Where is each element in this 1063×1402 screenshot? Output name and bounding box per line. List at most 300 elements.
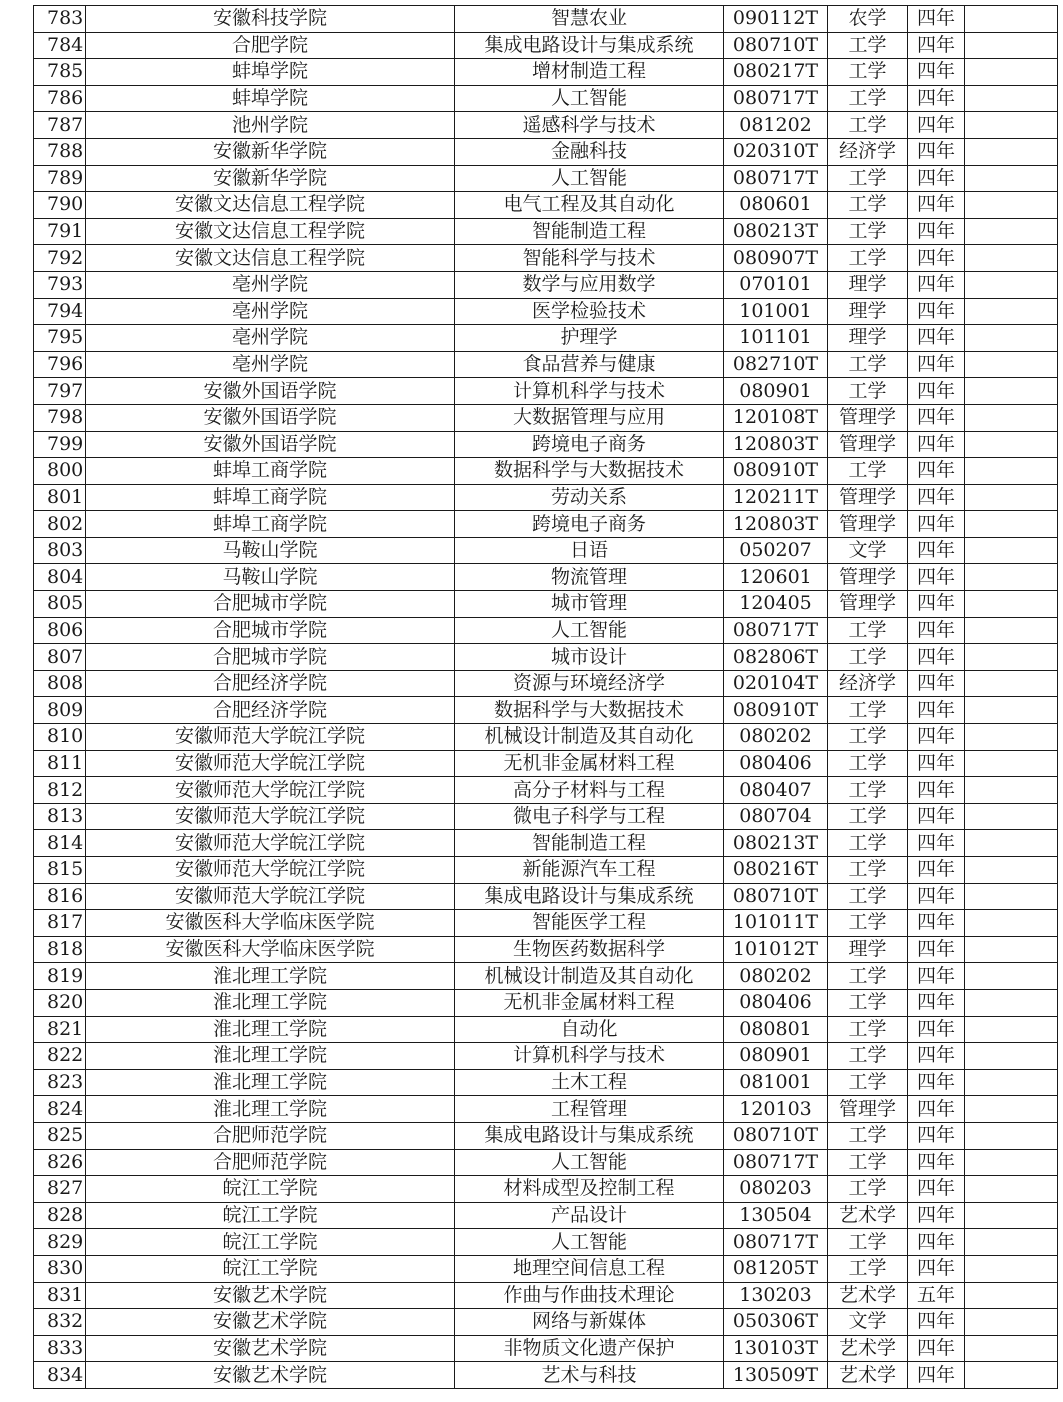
table-row <box>34 298 1058 325</box>
school-name-cell: 合肥学院 <box>86 32 455 59</box>
table-row <box>34 1282 1058 1309</box>
school-name-cell: 安徽师范大学皖江学院 <box>86 883 455 910</box>
discipline-category-cell: 工学 <box>828 989 908 1016</box>
major-name-cell: 人工智能 <box>455 1229 724 1256</box>
study-duration-cell: 四年 <box>908 1016 965 1043</box>
major-name-cell: 人工智能 <box>455 165 724 192</box>
school-name-cell: 安徽科技学院 <box>86 6 455 33</box>
discipline-category-cell: 农学 <box>828 6 908 33</box>
school-name-cell: 蚌埠工商学院 <box>86 484 455 511</box>
discipline-category-cell: 管理学 <box>828 511 908 538</box>
school-name-cell: 皖江工学院 <box>86 1176 455 1203</box>
school-name-cell: 淮北理工学院 <box>86 963 455 990</box>
study-duration-cell: 四年 <box>908 1122 965 1149</box>
row-number-cell: 789 <box>34 165 86 192</box>
discipline-category-cell: 工学 <box>828 617 908 644</box>
row-number-cell: 799 <box>34 431 86 458</box>
table-row <box>34 32 1058 59</box>
remarks-cell <box>965 32 1058 59</box>
discipline-category-cell: 工学 <box>828 165 908 192</box>
table-row <box>34 537 1058 564</box>
school-name-cell: 安徽师范大学皖江学院 <box>86 803 455 830</box>
major-code-cell: 080213T <box>724 830 828 857</box>
discipline-category-cell: 工学 <box>828 750 908 777</box>
table-row <box>34 1176 1058 1203</box>
major-code-cell: 101001 <box>724 298 828 325</box>
study-duration-cell: 四年 <box>908 85 965 112</box>
school-name-cell: 合肥师范学院 <box>86 1122 455 1149</box>
study-duration-cell: 四年 <box>908 32 965 59</box>
row-number-cell: 794 <box>34 298 86 325</box>
study-duration-cell: 四年 <box>908 1202 965 1229</box>
remarks-cell <box>965 404 1058 431</box>
school-name-cell: 合肥城市学院 <box>86 644 455 671</box>
table-row <box>34 936 1058 963</box>
table-row <box>34 458 1058 485</box>
table-row <box>34 59 1058 86</box>
remarks-cell <box>965 245 1058 272</box>
table-row <box>34 271 1058 298</box>
row-number-cell: 785 <box>34 59 86 86</box>
row-number-cell: 817 <box>34 910 86 937</box>
remarks-cell <box>965 564 1058 591</box>
major-name-cell: 计算机科学与技术 <box>455 1043 724 1070</box>
major-code-cell: 120211T <box>724 484 828 511</box>
remarks-cell <box>965 803 1058 830</box>
study-duration-cell: 四年 <box>908 644 965 671</box>
major-name-cell: 大数据管理与应用 <box>455 404 724 431</box>
row-number-cell: 802 <box>34 511 86 538</box>
table-row <box>34 138 1058 165</box>
table-row <box>34 484 1058 511</box>
remarks-cell <box>965 750 1058 777</box>
discipline-category-cell: 工学 <box>828 1016 908 1043</box>
row-number-cell: 784 <box>34 32 86 59</box>
table-row <box>34 1069 1058 1096</box>
remarks-cell <box>965 857 1058 884</box>
major-code-cell: 080717T <box>724 165 828 192</box>
remarks-cell <box>965 724 1058 751</box>
school-name-cell: 安徽师范大学皖江学院 <box>86 857 455 884</box>
study-duration-cell: 四年 <box>908 963 965 990</box>
major-name-cell: 城市设计 <box>455 644 724 671</box>
study-duration-cell: 四年 <box>908 564 965 591</box>
major-code-cell: 130203 <box>724 1282 828 1309</box>
table-row <box>34 404 1058 431</box>
school-name-cell: 马鞍山学院 <box>86 564 455 591</box>
study-duration-cell: 四年 <box>908 750 965 777</box>
school-name-cell: 皖江工学院 <box>86 1229 455 1256</box>
row-number-cell: 813 <box>34 803 86 830</box>
table-row <box>34 431 1058 458</box>
table-row <box>34 378 1058 405</box>
table-row <box>34 245 1058 272</box>
school-name-cell: 合肥城市学院 <box>86 617 455 644</box>
major-code-cell: 130103T <box>724 1335 828 1362</box>
row-number-cell: 818 <box>34 936 86 963</box>
row-number-cell: 796 <box>34 351 86 378</box>
table-row <box>34 85 1058 112</box>
major-name-cell: 智慧农业 <box>455 6 724 33</box>
row-number-cell: 800 <box>34 458 86 485</box>
major-name-cell: 微电子科学与工程 <box>455 803 724 830</box>
table-row <box>34 670 1058 697</box>
major-name-cell: 集成电路设计与集成系统 <box>455 32 724 59</box>
remarks-cell <box>965 670 1058 697</box>
table-row <box>34 325 1058 352</box>
study-duration-cell: 四年 <box>908 591 965 618</box>
major-name-cell: 网络与新媒体 <box>455 1309 724 1336</box>
study-duration-cell: 四年 <box>908 670 965 697</box>
table-row <box>34 883 1058 910</box>
discipline-category-cell: 理学 <box>828 325 908 352</box>
row-number-cell: 793 <box>34 271 86 298</box>
major-name-cell: 生物医药数据科学 <box>455 936 724 963</box>
remarks-cell <box>965 591 1058 618</box>
table-row <box>34 724 1058 751</box>
discipline-category-cell: 工学 <box>828 1122 908 1149</box>
school-name-cell: 合肥师范学院 <box>86 1149 455 1176</box>
major-name-cell: 人工智能 <box>455 617 724 644</box>
major-code-cell: 130509T <box>724 1362 828 1389</box>
study-duration-cell: 四年 <box>908 511 965 538</box>
row-number-cell: 828 <box>34 1202 86 1229</box>
study-duration-cell: 四年 <box>908 351 965 378</box>
major-code-cell: 080704 <box>724 803 828 830</box>
table-row <box>34 910 1058 937</box>
remarks-cell <box>965 1016 1058 1043</box>
remarks-cell <box>965 6 1058 33</box>
major-code-cell: 120103 <box>724 1096 828 1123</box>
school-name-cell: 亳州学院 <box>86 325 455 352</box>
table-row <box>34 6 1058 33</box>
discipline-category-cell: 工学 <box>828 378 908 405</box>
major-code-cell: 120803T <box>724 511 828 538</box>
major-name-cell: 艺术与科技 <box>455 1362 724 1389</box>
school-name-cell: 安徽师范大学皖江学院 <box>86 777 455 804</box>
major-name-cell: 机械设计制造及其自动化 <box>455 963 724 990</box>
study-duration-cell: 四年 <box>908 6 965 33</box>
study-duration-cell: 四年 <box>908 192 965 219</box>
table-row <box>34 564 1058 591</box>
row-number-cell: 783 <box>34 6 86 33</box>
table-row <box>34 1122 1058 1149</box>
school-name-cell: 安徽文达信息工程学院 <box>86 192 455 219</box>
major-name-cell: 物流管理 <box>455 564 724 591</box>
discipline-category-cell: 工学 <box>828 963 908 990</box>
discipline-category-cell: 工学 <box>828 458 908 485</box>
major-code-cell: 080710T <box>724 32 828 59</box>
remarks-cell <box>965 484 1058 511</box>
study-duration-cell: 四年 <box>908 1069 965 1096</box>
school-name-cell: 亳州学院 <box>86 271 455 298</box>
school-name-cell: 合肥经济学院 <box>86 670 455 697</box>
major-code-cell: 081001 <box>724 1069 828 1096</box>
major-name-cell: 日语 <box>455 537 724 564</box>
major-name-cell: 新能源汽车工程 <box>455 857 724 884</box>
remarks-cell <box>965 192 1058 219</box>
remarks-cell <box>965 218 1058 245</box>
remarks-cell <box>965 644 1058 671</box>
discipline-category-cell: 工学 <box>828 1149 908 1176</box>
major-name-cell: 跨境电子商务 <box>455 431 724 458</box>
table-row <box>34 1202 1058 1229</box>
remarks-cell <box>965 1122 1058 1149</box>
study-duration-cell: 四年 <box>908 697 965 724</box>
study-duration-cell: 四年 <box>908 989 965 1016</box>
remarks-cell <box>965 1229 1058 1256</box>
school-name-cell: 淮北理工学院 <box>86 1043 455 1070</box>
major-code-cell: 050207 <box>724 537 828 564</box>
study-duration-cell: 四年 <box>908 1335 965 1362</box>
major-code-cell: 080910T <box>724 458 828 485</box>
discipline-category-cell: 工学 <box>828 245 908 272</box>
discipline-category-cell: 工学 <box>828 351 908 378</box>
major-name-cell: 数学与应用数学 <box>455 271 724 298</box>
remarks-cell <box>965 271 1058 298</box>
major-name-cell: 智能医学工程 <box>455 910 724 937</box>
school-name-cell: 池州学院 <box>86 112 455 139</box>
discipline-category-cell: 文学 <box>828 1309 908 1336</box>
study-duration-cell: 四年 <box>908 777 965 804</box>
major-name-cell: 智能制造工程 <box>455 218 724 245</box>
school-name-cell: 皖江工学院 <box>86 1202 455 1229</box>
discipline-category-cell: 工学 <box>828 777 908 804</box>
discipline-category-cell: 艺术学 <box>828 1362 908 1389</box>
remarks-cell <box>965 431 1058 458</box>
major-code-cell: 130504 <box>724 1202 828 1229</box>
study-duration-cell: 四年 <box>908 724 965 751</box>
school-name-cell: 亳州学院 <box>86 298 455 325</box>
school-name-cell: 安徽艺术学院 <box>86 1282 455 1309</box>
row-number-cell: 791 <box>34 218 86 245</box>
remarks-cell <box>965 1069 1058 1096</box>
major-name-cell: 资源与环境经济学 <box>455 670 724 697</box>
major-name-cell: 工程管理 <box>455 1096 724 1123</box>
remarks-cell <box>965 537 1058 564</box>
discipline-category-cell: 管理学 <box>828 431 908 458</box>
study-duration-cell: 四年 <box>908 325 965 352</box>
table-row <box>34 857 1058 884</box>
row-number-cell: 831 <box>34 1282 86 1309</box>
discipline-category-cell: 管理学 <box>828 591 908 618</box>
major-name-cell: 数据科学与大数据技术 <box>455 697 724 724</box>
study-duration-cell: 四年 <box>908 484 965 511</box>
row-number-cell: 792 <box>34 245 86 272</box>
table-row <box>34 165 1058 192</box>
study-duration-cell: 四年 <box>908 59 965 86</box>
major-code-cell: 080710T <box>724 1122 828 1149</box>
major-code-cell: 020104T <box>724 670 828 697</box>
major-code-cell: 080217T <box>724 59 828 86</box>
table-row <box>34 777 1058 804</box>
study-duration-cell: 四年 <box>908 165 965 192</box>
study-duration-cell: 四年 <box>908 378 965 405</box>
study-duration-cell: 四年 <box>908 218 965 245</box>
discipline-category-cell: 工学 <box>828 803 908 830</box>
major-name-cell: 无机非金属材料工程 <box>455 989 724 1016</box>
row-number-cell: 822 <box>34 1043 86 1070</box>
major-code-cell: 080907T <box>724 245 828 272</box>
remarks-cell <box>965 1043 1058 1070</box>
discipline-category-cell: 工学 <box>828 218 908 245</box>
remarks-cell <box>965 298 1058 325</box>
school-name-cell: 安徽医科大学临床医学院 <box>86 936 455 963</box>
row-number-cell: 812 <box>34 777 86 804</box>
table-row <box>34 803 1058 830</box>
remarks-cell <box>965 85 1058 112</box>
row-number-cell: 798 <box>34 404 86 431</box>
major-code-cell: 080202 <box>724 724 828 751</box>
remarks-cell <box>965 617 1058 644</box>
school-name-cell: 亳州学院 <box>86 351 455 378</box>
discipline-category-cell: 经济学 <box>828 670 908 697</box>
discipline-category-cell: 艺术学 <box>828 1202 908 1229</box>
school-name-cell: 安徽师范大学皖江学院 <box>86 830 455 857</box>
remarks-cell <box>965 1176 1058 1203</box>
school-name-cell: 安徽新华学院 <box>86 138 455 165</box>
school-name-cell: 安徽文达信息工程学院 <box>86 218 455 245</box>
discipline-category-cell: 工学 <box>828 857 908 884</box>
row-number-cell: 814 <box>34 830 86 857</box>
study-duration-cell: 四年 <box>908 431 965 458</box>
remarks-cell <box>965 963 1058 990</box>
major-name-cell: 金融科技 <box>455 138 724 165</box>
major-code-cell: 080406 <box>724 989 828 1016</box>
remarks-cell <box>965 1282 1058 1309</box>
row-number-cell: 824 <box>34 1096 86 1123</box>
row-number-cell: 832 <box>34 1309 86 1336</box>
discipline-category-cell: 工学 <box>828 192 908 219</box>
remarks-cell <box>965 910 1058 937</box>
major-code-cell: 080216T <box>724 857 828 884</box>
major-code-cell: 120405 <box>724 591 828 618</box>
remarks-cell <box>965 325 1058 352</box>
table-row <box>34 1255 1058 1282</box>
major-name-cell: 无机非金属材料工程 <box>455 750 724 777</box>
major-code-cell: 101101 <box>724 325 828 352</box>
table-row <box>34 1309 1058 1336</box>
study-duration-cell: 四年 <box>908 298 965 325</box>
school-name-cell: 安徽艺术学院 <box>86 1309 455 1336</box>
major-name-cell: 高分子材料与工程 <box>455 777 724 804</box>
row-number-cell: 801 <box>34 484 86 511</box>
major-code-cell: 120803T <box>724 431 828 458</box>
major-code-cell: 080407 <box>724 777 828 804</box>
study-duration-cell: 四年 <box>908 617 965 644</box>
major-name-cell: 数据科学与大数据技术 <box>455 458 724 485</box>
discipline-category-cell: 工学 <box>828 1255 908 1282</box>
study-duration-cell: 四年 <box>908 1149 965 1176</box>
row-number-cell: 819 <box>34 963 86 990</box>
majors-table <box>33 5 1058 1389</box>
discipline-category-cell: 理学 <box>828 298 908 325</box>
major-name-cell: 城市管理 <box>455 591 724 618</box>
remarks-cell <box>965 1335 1058 1362</box>
majors-table-wrapper <box>33 0 1057 1389</box>
discipline-category-cell: 艺术学 <box>828 1335 908 1362</box>
remarks-cell <box>965 511 1058 538</box>
discipline-category-cell: 理学 <box>828 271 908 298</box>
major-name-cell: 食品营养与健康 <box>455 351 724 378</box>
study-duration-cell: 四年 <box>908 1229 965 1256</box>
table-row <box>34 644 1058 671</box>
row-number-cell: 821 <box>34 1016 86 1043</box>
major-code-cell: 080717T <box>724 617 828 644</box>
major-name-cell: 集成电路设计与集成系统 <box>455 1122 724 1149</box>
major-name-cell: 电气工程及其自动化 <box>455 192 724 219</box>
study-duration-cell: 四年 <box>908 936 965 963</box>
table-row <box>34 1335 1058 1362</box>
row-number-cell: 823 <box>34 1069 86 1096</box>
row-number-cell: 820 <box>34 989 86 1016</box>
row-number-cell: 807 <box>34 644 86 671</box>
row-number-cell: 786 <box>34 85 86 112</box>
remarks-cell <box>965 883 1058 910</box>
major-name-cell: 医学检验技术 <box>455 298 724 325</box>
major-code-cell: 080406 <box>724 750 828 777</box>
row-number-cell: 829 <box>34 1229 86 1256</box>
major-name-cell: 非物质文化遗产保护 <box>455 1335 724 1362</box>
remarks-cell <box>965 378 1058 405</box>
discipline-category-cell: 工学 <box>828 1176 908 1203</box>
major-code-cell: 070101 <box>724 271 828 298</box>
row-number-cell: 815 <box>34 857 86 884</box>
row-number-cell: 809 <box>34 697 86 724</box>
school-name-cell: 安徽艺术学院 <box>86 1335 455 1362</box>
study-duration-cell: 四年 <box>908 830 965 857</box>
discipline-category-cell: 工学 <box>828 1043 908 1070</box>
major-name-cell: 机械设计制造及其自动化 <box>455 724 724 751</box>
major-code-cell: 080717T <box>724 1149 828 1176</box>
remarks-cell <box>965 777 1058 804</box>
remarks-cell <box>965 1149 1058 1176</box>
school-name-cell: 安徽文达信息工程学院 <box>86 245 455 272</box>
discipline-category-cell: 管理学 <box>828 484 908 511</box>
major-name-cell: 集成电路设计与集成系统 <box>455 883 724 910</box>
major-code-cell: 050306T <box>724 1309 828 1336</box>
school-name-cell: 蚌埠工商学院 <box>86 511 455 538</box>
discipline-category-cell: 工学 <box>828 59 908 86</box>
school-name-cell: 安徽外国语学院 <box>86 431 455 458</box>
major-name-cell: 地理空间信息工程 <box>455 1255 724 1282</box>
row-number-cell: 805 <box>34 591 86 618</box>
major-code-cell: 090112T <box>724 6 828 33</box>
study-duration-cell: 四年 <box>908 537 965 564</box>
study-duration-cell: 四年 <box>908 1309 965 1336</box>
table-row <box>34 511 1058 538</box>
remarks-cell <box>965 697 1058 724</box>
table-row <box>34 1043 1058 1070</box>
school-name-cell: 蚌埠学院 <box>86 85 455 112</box>
major-name-cell: 计算机科学与技术 <box>455 378 724 405</box>
study-duration-cell: 四年 <box>908 458 965 485</box>
table-row <box>34 1096 1058 1123</box>
major-code-cell: 081202 <box>724 112 828 139</box>
major-code-cell: 080801 <box>724 1016 828 1043</box>
study-duration-cell: 四年 <box>908 1043 965 1070</box>
school-name-cell: 安徽艺术学院 <box>86 1362 455 1389</box>
row-number-cell: 825 <box>34 1122 86 1149</box>
school-name-cell: 马鞍山学院 <box>86 537 455 564</box>
study-duration-cell: 四年 <box>908 404 965 431</box>
school-name-cell: 安徽师范大学皖江学院 <box>86 724 455 751</box>
major-name-cell: 智能科学与技术 <box>455 245 724 272</box>
table-row <box>34 830 1058 857</box>
major-code-cell: 080717T <box>724 1229 828 1256</box>
school-name-cell: 蚌埠学院 <box>86 59 455 86</box>
remarks-cell <box>965 1309 1058 1336</box>
